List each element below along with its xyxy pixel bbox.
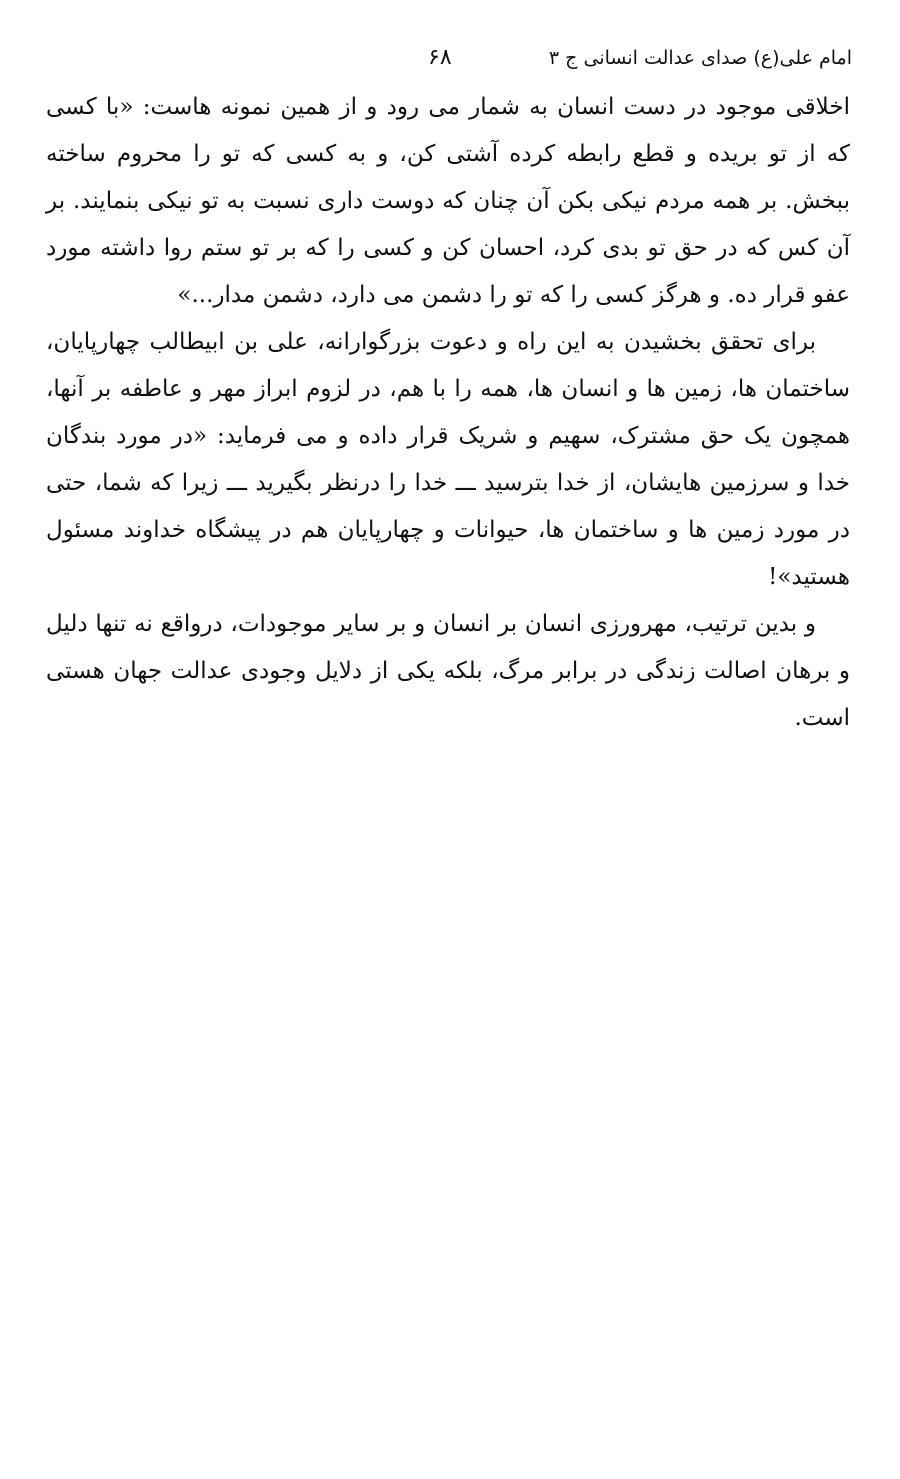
page-number: ۶۸: [428, 45, 452, 70]
body-text: [46, 84, 850, 742]
page-header: [48, 38, 852, 78]
running-title: امام علی(ع) صدای عدالت انسانی ج ۳: [548, 47, 852, 69]
paragraph: و بدین ترتیب، مهرورزی انسان بر انسان و بر سایر موجودات، درواقع نه تنها دلیل و برهان اصالت زندگی در برابر مرگ، بلکه یکی از دلایل وجودی عدالت جهان هستی است.: [46, 611, 850, 731]
paragraph: برای تحقق بخشیدن به این راه و دعوت بزرگوارانه، علی بن ابیطالب چهارپایان، ساختمان ها، زمین ها و انسان ها، همه را با هم، در لزوم ابراز مهر و عاطفه بر آنها، همچون یک حق مشترک، سهیم و شریک قرار داده و می فرماید: «در مورد بندگان خدا و سرزمین هایشان، از خدا بترسید ـــ خدا را درنظر بگیرید ـــ زیرا که شما، حتی در مورد زمین ها و ساختمان ها، حیوانات و چهارپایان هم در پیشگاه خداوند مسئول هستید»!: [46, 329, 850, 590]
paragraph-continued: اخلاقی موجود در دست انسان به شمار می رود و از همین نمونه هاست: «با کسی که از تو بریده و قطع رابطه کرده آشتی کن، و به کسی که تو را محروم ساخته ببخش. بر همه مردم نیکی بکن آن چنان که دوست داری نسبت به تو نیکی بنمایند. بر آن کس که در حق تو بدی کرد، احسان کن و کسی را که بر تو ستم روا داشته مورد عفو قرار ده. و هرگز کسی را که تو را دشمن می دارد، دشمن مدار...»: [46, 94, 850, 308]
